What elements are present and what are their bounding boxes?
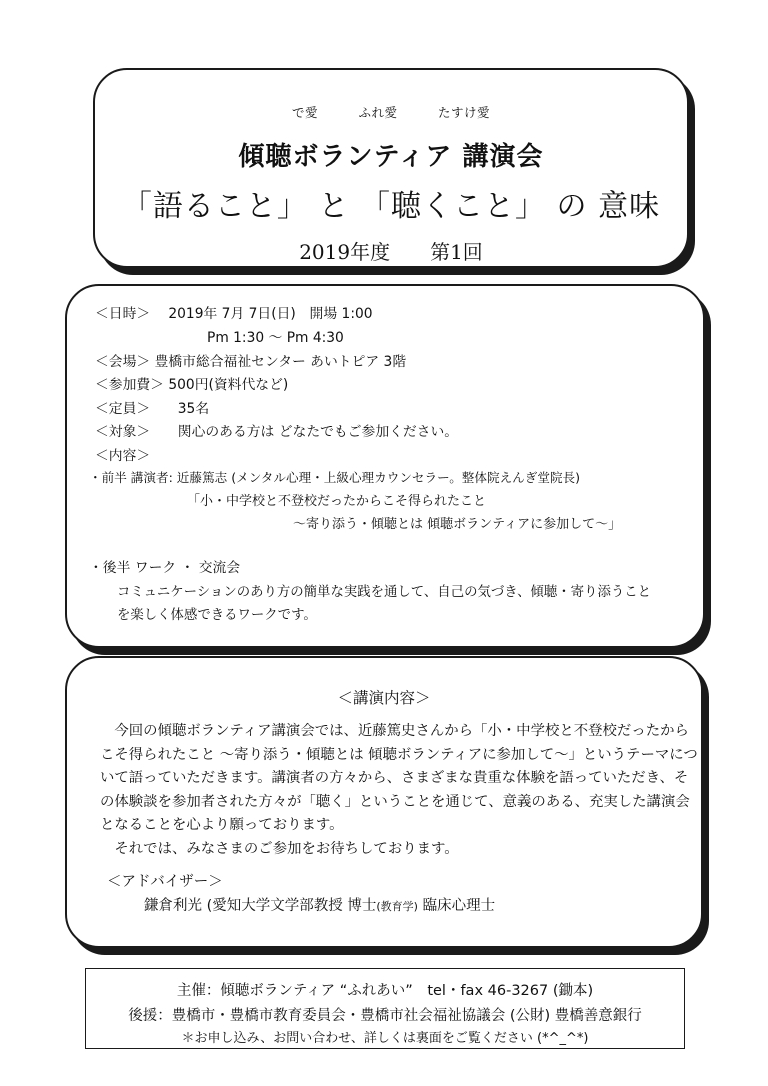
tagline (95, 103, 687, 121)
advisor-title: 臨床心理士 (417, 898, 496, 914)
subtitle: 「語ること」 と 「聴くこと」 の 意味 (121, 189, 661, 224)
lecture-body (100, 720, 700, 861)
fee-line: ＜参加費＞ 500円(資料代など) (95, 377, 289, 393)
lecture-heading: ＜講演内容＞ (337, 689, 431, 707)
content-label: ＜内容＞ (95, 448, 151, 464)
supporters-line: 後援：豊橋市・豊橋市教育委員会・豊橋市社会福祉協議会 (公財) 豊橋善意銀行 (128, 1008, 642, 1024)
sponsor-box (85, 968, 685, 1049)
part2-description: を楽しく体感できるワークです。 (117, 608, 317, 623)
part2-line: ・後半 ワーク ・ 交流会 (89, 560, 241, 576)
inquiry-note: ＊お申し込み、お問い合わせ、詳しくは裏面をご覧ください (*^_^*) (181, 1031, 589, 1046)
part1-talk-title: 「小・中学校と不登校だったからこそ得られたこと (187, 494, 487, 509)
main-title: 傾聴ボランティア 講演会 (238, 142, 544, 172)
lecture-content-box (65, 656, 703, 948)
time-range-line: Pm 1:30 ～ Pm 4:30 (207, 330, 344, 346)
part1-speaker-line: ・前半 講演者: 近藤篤志 (メンタル心理・上級心理カウンセラー。整体院えんぎ堂院長) (89, 470, 581, 485)
tagline-item: ふれ愛 (358, 105, 398, 120)
advisor-name: 鎌倉利光 (愛知大学文学部教授 博士 (144, 898, 377, 914)
tagline-item: で愛 (291, 105, 318, 120)
lecture-paragraph: それでは、みなさまのご参加をお待ちしております。 (114, 840, 459, 857)
event-details-box (65, 284, 705, 648)
part2-description: コミュニケーションのあり方の簡単な実践を通して、自己の気づき、傾聴・寄り添うこと (117, 585, 652, 600)
year-edition: 2019年度 第1回 (299, 240, 483, 264)
datetime-line: ＜日時＞ 2019年 7月 7日(日) 開場 1:00 (95, 306, 373, 322)
part1-talk-subtitle: ～寄り添う・傾聴とは 傾聴ボランティアに参加して～」 (293, 517, 622, 532)
advisor-degree: (教育学) (376, 900, 418, 913)
advisor-info (144, 894, 495, 915)
organizer-line: 主催：傾聴ボランティア “ふれあい” tel・fax 46-3267 (鋤本) (176, 983, 594, 999)
audience-line: ＜対象＞ 関心のある方は どなたでもご参加ください。 (95, 424, 459, 440)
venue-line: ＜会場＞ 豊橋市総合福祉センター あいトピア 3階 (95, 354, 407, 370)
title-box (93, 68, 689, 268)
capacity-line: ＜定員＞ 35名 (95, 401, 210, 417)
lecture-paragraph: 今回の傾聴ボランティア講演会では、近藤篤史さんから「小・中学校と不登校だったからこそ得られたこと ～寄り添う・傾聴とは 傾聴ボランティアに参加して～」というテーマについて語っていただきます。講演者の方々から、さまざまな貴重な体験を語っていただき、その体験談を参加者された方々が「聴く」ということを通じて、意義のある、充実した講演会となることを心より願っております。 (100, 723, 698, 833)
tagline-item: たすけ愛 (437, 105, 490, 120)
advisor-heading: ＜アドバイザー＞ (107, 874, 223, 890)
